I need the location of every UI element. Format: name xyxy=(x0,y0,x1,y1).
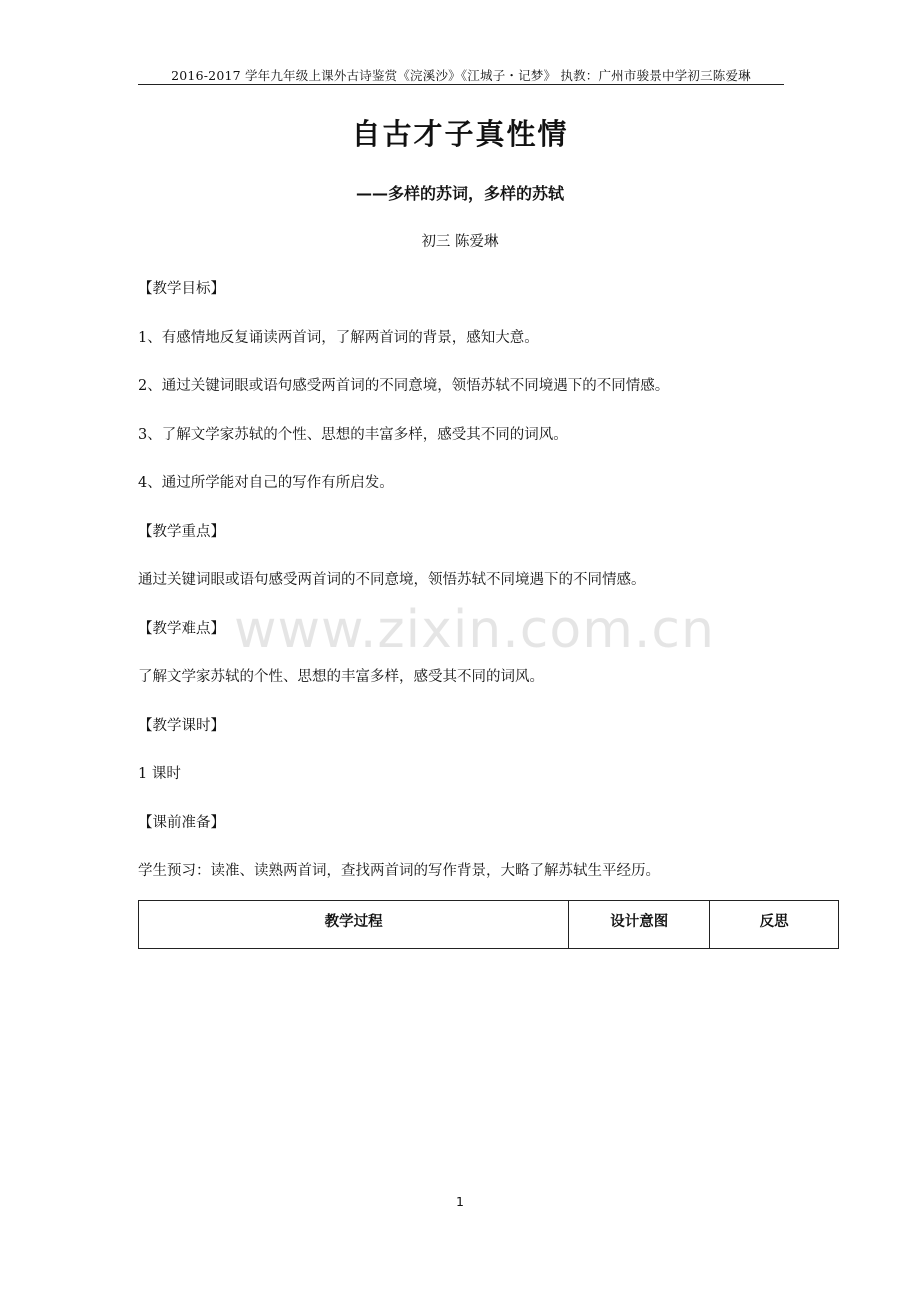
objective-item: 4、通过所学能对自己的写作有所启发。 xyxy=(138,475,394,491)
objective-item: 1、有感情地反复诵读两首词，了解两首词的背景，感知大意。 xyxy=(138,330,539,346)
difficulties-heading: 【教学难点】 xyxy=(138,621,225,637)
author-line: 初三 陈爱琳 xyxy=(421,234,499,250)
watermark: www.zixin.com.cn xyxy=(234,600,715,660)
key-points-heading: 【教学重点】 xyxy=(138,524,225,540)
hours-text: 1 课时 xyxy=(138,766,181,782)
objective-item: 3、了解文学家苏轼的个性、思想的丰富多样，感受其不同的词风。 xyxy=(138,427,568,443)
table-header-row xyxy=(139,901,839,949)
table-header-process: 教学过程 xyxy=(139,901,569,949)
page-number: 1 xyxy=(456,1194,464,1209)
difficulties-text: 了解文学家苏轼的个性、思想的丰富多样，感受其不同的词风。 xyxy=(138,669,544,685)
table-header-reflection: 反思 xyxy=(710,901,839,949)
document-title: 自古才子真性情 xyxy=(351,117,569,151)
objectives-heading: 【教学目标】 xyxy=(138,281,225,297)
objective-item: 2、通过关键词眼或语句感受两首词的不同意境，领悟苏轼不同境遇下的不同情感。 xyxy=(138,378,670,394)
preparation-text: 学生预习：读准、读熟两首词，查找两首词的写作背景，大略了解苏轼生平经历。 xyxy=(138,863,660,879)
page-header: 2016-2017 学年九年级上课外古诗鉴赏《浣溪沙》《江城子・记梦》 执教：广州市骏景中学初三陈爱琳 xyxy=(138,66,784,85)
table-header-intent: 设计意图 xyxy=(569,901,710,949)
key-points-text: 通过关键词眼或语句感受两首词的不同意境，领悟苏轼不同境遇下的不同情感。 xyxy=(138,572,646,588)
document-subtitle: ——多样的苏词，多样的苏轼 xyxy=(355,184,564,203)
preparation-heading: 【课前准备】 xyxy=(138,815,225,831)
teaching-process-table xyxy=(138,900,839,949)
hours-heading: 【教学课时】 xyxy=(138,718,225,734)
